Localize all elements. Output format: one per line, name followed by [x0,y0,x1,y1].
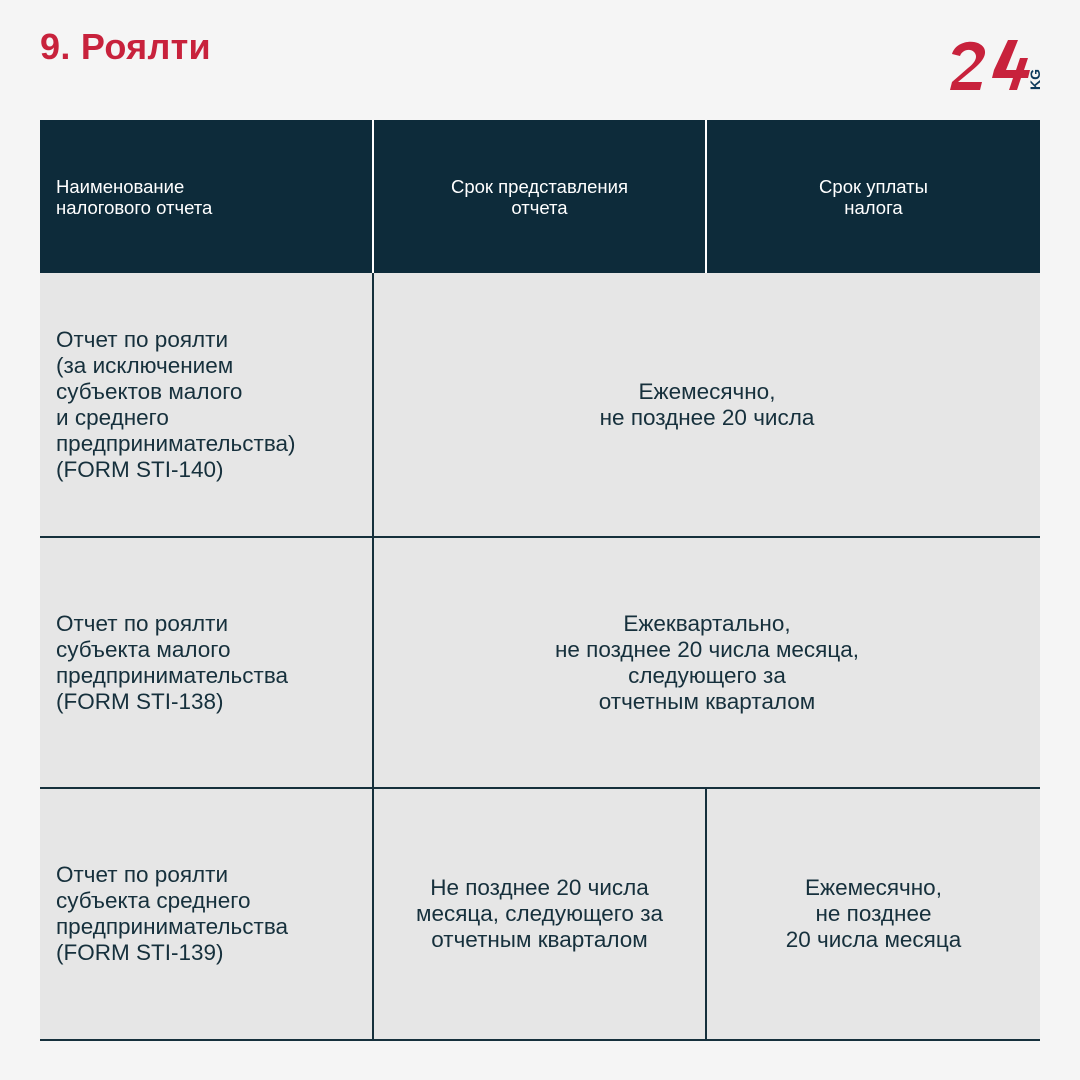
table-header-row [40,120,1040,273]
report-deadline-cell: Не позднее 20 числа месяца, следующего за отчетным кварталом [373,788,706,1040]
header-report-deadline: Срок представления отчета [373,120,706,273]
report-name-cell: Отчет по роялти (за исключением субъектов малого и среднего предпринимательства) (FORM STI-140) [40,273,373,537]
report-name-cell: Отчет по роялти субъекта малого предпринимательства (FORM STI-138) [40,537,373,788]
table-row [40,273,1040,537]
payment-deadline-cell: Ежемесячно, не позднее 20 числа месяца [706,788,1040,1040]
royalty-report-table [40,120,1040,1041]
logo-suffix: KG [1027,69,1043,90]
report-name-cell: Отчет по роялти субъекта среднего предпринимательства (FORM STI-139) [40,788,373,1040]
table-row [40,537,1040,788]
header-report-name: Наименование налогового отчета [40,120,373,273]
logo-24kg-icon [948,36,1044,96]
deadline-merged-cell: Ежеквартально, не позднее 20 числа месяца, следующего за отчетным кварталом [373,537,1040,788]
deadline-merged-cell: Ежемесячно, не позднее 20 числа [373,273,1040,537]
brand-logo [948,36,1044,96]
table-row [40,788,1040,1040]
header-payment-deadline: Срок уплаты налога [706,120,1040,273]
page-title: 9. Роялти [40,26,211,67]
